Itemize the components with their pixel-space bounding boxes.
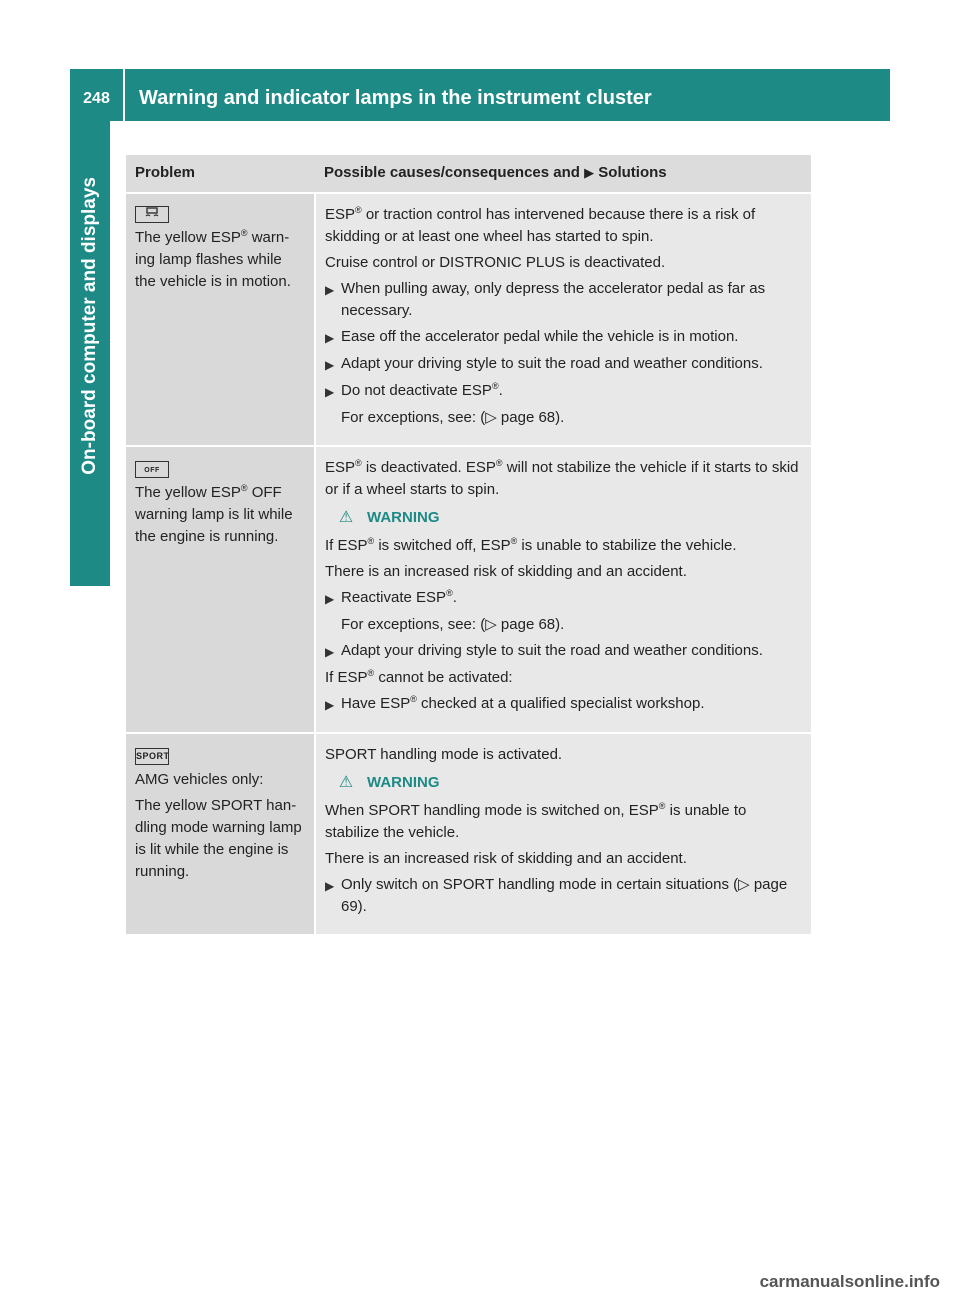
column-header-problem: Problem — [126, 155, 315, 193]
page-title: Warning and indicator lamps in the instrument cluster — [139, 86, 652, 109]
warning-text: There is an increased risk of skidding and an accident. — [325, 850, 687, 867]
warning-lamp-table — [126, 155, 811, 936]
step-arrow-icon: ▶ — [325, 331, 335, 345]
warning-triangle-icon: ⚠ — [338, 774, 354, 791]
problem-text: The yellow ESP® warn-ing lamp flashes while the vehicle is in motion. — [135, 228, 291, 290]
step-arrow-icon: ▶ — [325, 645, 335, 659]
table-row — [126, 733, 811, 935]
problem-cell — [126, 446, 315, 733]
step-arrow-icon: ▶ — [325, 358, 335, 372]
solution-step: ▶ Adapt your driving style to suit the road and weather conditions. — [325, 640, 802, 663]
esp-off-icon: OFF — [135, 461, 169, 478]
page-header — [70, 69, 890, 121]
solution-step: ▶ Have ESP® checked at a qualified specialist workshop. — [325, 693, 802, 716]
cause-text: Cruise control or DISTRONIC PLUS is deactivated. — [325, 254, 666, 271]
warning-heading: ⚠ WARNING — [325, 772, 802, 794]
warning-text: When SPORT handling mode is switched on, ESP® is unable to stabilize the vehicle. — [325, 801, 747, 841]
side-tab — [70, 121, 110, 531]
column-header-solutions: Possible causes/consequences and ▶ Solutions — [315, 155, 811, 193]
solution-step: ▶ Reactivate ESP®. — [325, 587, 802, 610]
step-arrow-icon: ▶ — [325, 879, 335, 893]
arrow-right-icon: ▶ — [584, 165, 595, 180]
problem-text: The yellow ESP® OFF warning lamp is lit while the engine is running. — [135, 483, 293, 545]
warning-text: If ESP® is switched off, ESP® is unable to stabilize the vehicle. — [325, 536, 737, 554]
step-arrow-icon: ▶ — [325, 592, 335, 606]
problem-text: The yellow SPORT han-dling mode warning lamp is lit while the engine is running. — [135, 797, 302, 880]
warning-heading: ⚠ WARNING — [325, 507, 802, 529]
page-reference: For exceptions, see: (▷ page 68). — [341, 409, 565, 426]
side-tab-label: On-board computer and displays — [79, 177, 100, 475]
table-row — [126, 446, 811, 733]
solution-step: ▶ Only switch on SPORT handling mode in certain situations (▷ page 69). — [325, 874, 802, 918]
solution-step: ▶ Do not deactivate ESP®. — [325, 380, 802, 403]
problem-cell — [126, 733, 315, 935]
problem-cell — [126, 193, 315, 446]
cause-text: SPORT handling mode is activated. — [325, 746, 563, 763]
step-arrow-icon: ▶ — [325, 698, 335, 712]
solution-cell — [315, 446, 811, 733]
table-row — [126, 193, 811, 446]
page-number: 248 — [70, 69, 125, 121]
esp-icon — [135, 206, 169, 223]
cause-text: ESP® or traction control has intervened because there is a risk of skidding or at least one wheel has started to spin. — [325, 205, 756, 245]
problem-text: AMG vehicles only: — [135, 771, 264, 788]
solution-step: ▶ Ease off the accelerator pedal while the vehicle is in motion. — [325, 326, 802, 349]
warning-triangle-icon: ⚠ — [338, 509, 354, 526]
solution-step: ▶ Adapt your driving style to suit the road and weather conditions. — [325, 353, 802, 376]
watermark: carmanualsonline.info — [759, 1272, 940, 1291]
page-reference: For exceptions, see: (▷ page 68). — [341, 616, 565, 633]
warning-text: There is an increased risk of skidding and an accident. — [325, 563, 687, 580]
solution-step: ▶ When pulling away, only depress the accelerator pedal as far as necessary. — [325, 278, 802, 322]
step-arrow-icon: ▶ — [325, 385, 335, 399]
solution-cell — [315, 733, 811, 935]
solution-cell — [315, 193, 811, 446]
condition-text: If ESP® cannot be activated: — [325, 668, 513, 686]
step-arrow-icon: ▶ — [325, 283, 335, 297]
sport-icon: SPORT — [135, 748, 169, 765]
cause-text: ESP® is deactivated. ESP® will not stabilize the vehicle if it starts to skid or if a wheel starts to spin. — [325, 458, 799, 498]
